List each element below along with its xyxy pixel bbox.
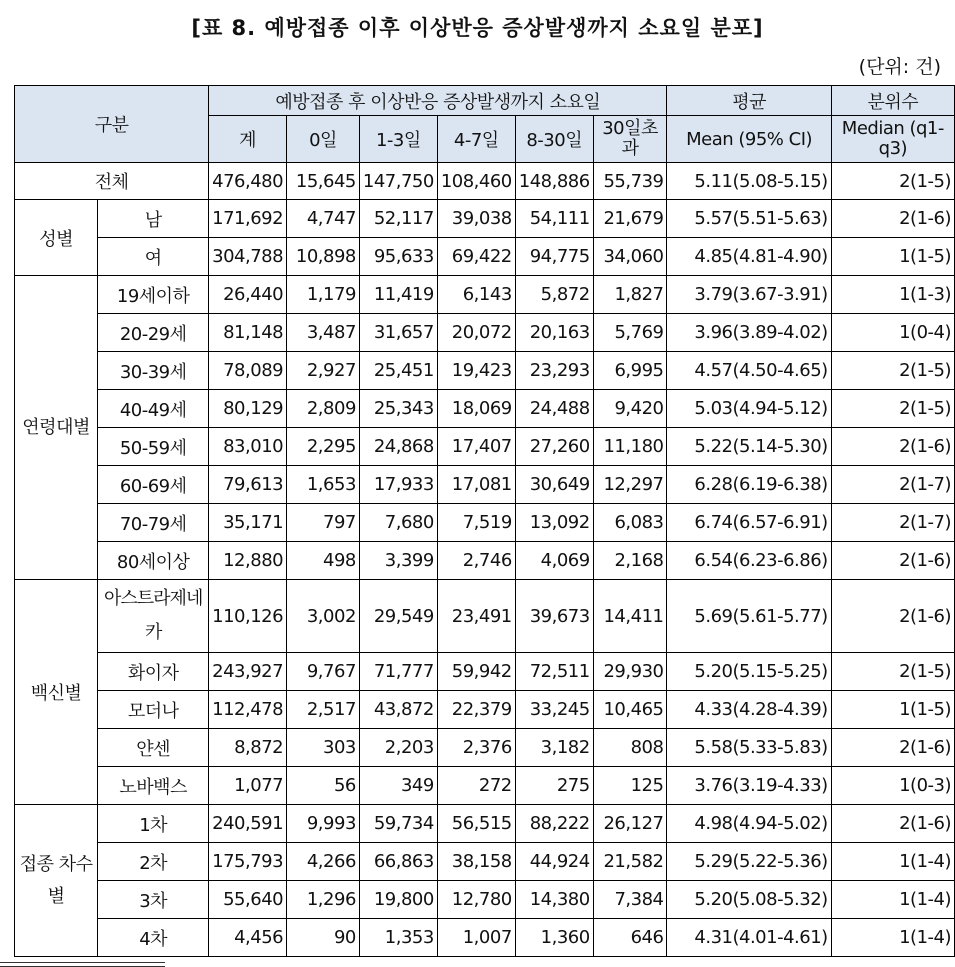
cell-d30plus: 646 (593, 919, 667, 957)
cell-d8-30: 33,245 (515, 691, 593, 729)
cell-d30plus: 6,083 (593, 504, 667, 542)
header-row-1 (15, 86, 955, 116)
cell-d1-3: 71,777 (359, 653, 437, 691)
cell-d1-3: 66,863 (359, 843, 437, 881)
cell-mean: 4.85(4.81-4.90) (667, 238, 831, 276)
cell-total: 112,478 (209, 691, 287, 729)
table-row (15, 466, 955, 504)
table-row (15, 314, 955, 352)
cell-median: 1(1-3) (831, 276, 954, 314)
cell-total: 55,640 (209, 881, 287, 919)
cell-total: 476,480 (209, 163, 287, 200)
cell-d8-30: 54,111 (515, 200, 593, 238)
cell-d8-30: 5,872 (515, 276, 593, 314)
table-row (15, 200, 955, 238)
cell-d1-3: 25,343 (359, 390, 437, 428)
cell-median: 1(1-5) (831, 691, 954, 729)
cell-d0: 1,296 (287, 881, 360, 919)
cell-d4-7: 59,942 (437, 653, 515, 691)
table-row (15, 729, 955, 767)
cell-d8-30: 14,380 (515, 881, 593, 919)
row-label: 여 (98, 238, 209, 276)
cell-mean: 5.03(4.94-5.12) (667, 390, 831, 428)
cell-mean: 3.76(3.19-4.33) (667, 767, 831, 805)
cell-d30plus: 55,739 (593, 163, 667, 200)
header-period-group: 예방접종 후 이상반응 증상발생까지 소요일 (209, 86, 667, 116)
cell-median: 1(1-4) (831, 843, 954, 881)
cell-median: 1(0-3) (831, 767, 954, 805)
table-row (15, 653, 955, 691)
cell-mean: 4.57(4.50-4.65) (667, 352, 831, 390)
cell-d30plus: 125 (593, 767, 667, 805)
cell-d30plus: 9,420 (593, 390, 667, 428)
cell-d4-7: 23,491 (437, 580, 515, 653)
header-d1-3: 1-3일 (359, 116, 437, 163)
cell-median: 2(1-5) (831, 352, 954, 390)
cell-total: 78,089 (209, 352, 287, 390)
table-row (15, 428, 955, 466)
cell-d4-7: 2,376 (437, 729, 515, 767)
cell-d30plus: 29,930 (593, 653, 667, 691)
cell-d1-3: 349 (359, 767, 437, 805)
cell-median: 2(1-7) (831, 466, 954, 504)
row-label: 화이자 (98, 653, 209, 691)
cell-d0: 4,747 (287, 200, 360, 238)
cell-median: 2(1-5) (831, 390, 954, 428)
cell-d4-7: 69,422 (437, 238, 515, 276)
cell-d30plus: 7,384 (593, 881, 667, 919)
cell-total: 171,692 (209, 200, 287, 238)
cell-d8-30: 148,886 (515, 163, 593, 200)
cell-d0: 303 (287, 729, 360, 767)
cell-d8-30: 275 (515, 767, 593, 805)
group-label-sex: 성별 (15, 200, 98, 276)
row-label: 70-79세 (98, 504, 209, 542)
cell-mean: 6.54(6.23-6.86) (667, 542, 831, 580)
table-row (15, 805, 955, 843)
cell-d30plus: 6,995 (593, 352, 667, 390)
cell-mean: 6.28(6.19-6.38) (667, 466, 831, 504)
cell-d4-7: 1,007 (437, 919, 515, 957)
cell-d8-30: 94,775 (515, 238, 593, 276)
cell-d1-3: 1,353 (359, 919, 437, 957)
group-label-age: 연령대별 (15, 276, 98, 580)
table-row (15, 843, 955, 881)
cell-total: 175,793 (209, 843, 287, 881)
cell-d8-30: 23,293 (515, 352, 593, 390)
table-title: [표 8. 예방접종 이후 이상반응 증상발생까지 소요일 분포] (191, 16, 764, 40)
row-label: 80세이상 (98, 542, 209, 580)
cell-d8-30: 24,488 (515, 390, 593, 428)
cell-d1-3: 19,800 (359, 881, 437, 919)
cell-d1-3: 95,633 (359, 238, 437, 276)
cell-mean: 3.79(3.67-3.91) (667, 276, 831, 314)
header-total: 계 (209, 116, 287, 163)
cell-d0: 3,002 (287, 580, 360, 653)
row-label: 남 (98, 200, 209, 238)
cell-d8-30: 20,163 (515, 314, 593, 352)
cell-d1-3: 31,657 (359, 314, 437, 352)
cell-total: 83,010 (209, 428, 287, 466)
cell-d4-7: 39,038 (437, 200, 515, 238)
cell-d0: 2,809 (287, 390, 360, 428)
cell-d4-7: 12,780 (437, 881, 515, 919)
header-mean-ci: Mean (95% CI) (667, 116, 831, 163)
cell-mean: 5.29(5.22-5.36) (667, 843, 831, 881)
cell-d1-3: 59,734 (359, 805, 437, 843)
row-label: 40-49세 (98, 390, 209, 428)
cell-median: 2(1-6) (831, 200, 954, 238)
cell-d0: 2,927 (287, 352, 360, 390)
cell-d0: 15,645 (287, 163, 360, 200)
cell-total: 81,148 (209, 314, 287, 352)
cell-median: 1(1-4) (831, 919, 954, 957)
table-row (15, 919, 955, 957)
cell-mean: 4.33(4.28-4.39) (667, 691, 831, 729)
cell-d30plus: 26,127 (593, 805, 667, 843)
cell-d8-30: 72,511 (515, 653, 593, 691)
cell-d0: 498 (287, 542, 360, 580)
cell-d8-30: 30,649 (515, 466, 593, 504)
cell-mean: 4.98(4.94-5.02) (667, 805, 831, 843)
cell-d1-3: 29,549 (359, 580, 437, 653)
cell-d8-30: 88,222 (515, 805, 593, 843)
cell-d30plus: 34,060 (593, 238, 667, 276)
cell-d8-30: 39,673 (515, 580, 593, 653)
table-row (15, 276, 955, 314)
table-row (15, 881, 955, 919)
cell-median: 2(1-6) (831, 580, 954, 653)
cell-d0: 56 (287, 767, 360, 805)
cell-mean: 6.74(6.57-6.91) (667, 504, 831, 542)
header-d0: 0일 (287, 116, 360, 163)
header-d8-30: 8-30일 (515, 116, 593, 163)
row-label: 아스트라제네카 (98, 580, 209, 653)
cell-d1-3: 2,203 (359, 729, 437, 767)
cell-d1-3: 17,933 (359, 466, 437, 504)
cell-d4-7: 20,072 (437, 314, 515, 352)
cell-d4-7: 2,746 (437, 542, 515, 580)
cell-median: 1(1-4) (831, 881, 954, 919)
cell-median: 2(1-6) (831, 729, 954, 767)
cell-d1-3: 43,872 (359, 691, 437, 729)
cell-d4-7: 38,158 (437, 843, 515, 881)
cell-total: 110,126 (209, 580, 287, 653)
cell-d30plus: 5,769 (593, 314, 667, 352)
cell-median: 2(1-6) (831, 542, 954, 580)
cell-d30plus: 21,582 (593, 843, 667, 881)
cell-d8-30: 1,360 (515, 919, 593, 957)
cell-d4-7: 22,379 (437, 691, 515, 729)
cell-mean: 5.22(5.14-5.30) (667, 428, 831, 466)
header-group: 구분 (15, 86, 209, 163)
row-label: 얀센 (98, 729, 209, 767)
footer-divider (0, 962, 165, 967)
cell-median: 2(1-5) (831, 163, 954, 200)
table-row (15, 504, 955, 542)
cell-d0: 1,179 (287, 276, 360, 314)
row-label: 전체 (15, 163, 209, 200)
cell-mean: 5.69(5.61-5.77) (667, 580, 831, 653)
cell-d1-3: 3,399 (359, 542, 437, 580)
cell-d1-3: 52,117 (359, 200, 437, 238)
cell-total: 80,129 (209, 390, 287, 428)
cell-total: 4,456 (209, 919, 287, 957)
cell-median: 1(1-5) (831, 238, 954, 276)
cell-d0: 1,653 (287, 466, 360, 504)
cell-mean: 5.57(5.51-5.63) (667, 200, 831, 238)
header-d4-7: 4-7일 (437, 116, 515, 163)
cell-d0: 9,993 (287, 805, 360, 843)
row-label: 19세이하 (98, 276, 209, 314)
cell-d8-30: 13,092 (515, 504, 593, 542)
cell-d1-3: 11,419 (359, 276, 437, 314)
cell-d4-7: 18,069 (437, 390, 515, 428)
cell-mean: 5.58(5.33-5.83) (667, 729, 831, 767)
cell-mean: 3.96(3.89-4.02) (667, 314, 831, 352)
cell-total: 12,880 (209, 542, 287, 580)
table-row (15, 542, 955, 580)
cell-mean: 5.20(5.08-5.32) (667, 881, 831, 919)
cell-total: 240,591 (209, 805, 287, 843)
row-label: 2차 (98, 843, 209, 881)
cell-total: 8,872 (209, 729, 287, 767)
row-label: 50-59세 (98, 428, 209, 466)
cell-d30plus: 10,465 (593, 691, 667, 729)
cell-total: 1,077 (209, 767, 287, 805)
cell-d4-7: 17,407 (437, 428, 515, 466)
cell-median: 2(1-7) (831, 504, 954, 542)
header-median-group: 분위수 (831, 86, 954, 116)
table-row (15, 163, 955, 200)
cell-total: 26,440 (209, 276, 287, 314)
cell-d30plus: 14,411 (593, 580, 667, 653)
row-label: 60-69세 (98, 466, 209, 504)
cell-d8-30: 4,069 (515, 542, 593, 580)
cell-d30plus: 21,679 (593, 200, 667, 238)
cell-d0: 4,266 (287, 843, 360, 881)
cell-total: 243,927 (209, 653, 287, 691)
cell-d1-3: 24,868 (359, 428, 437, 466)
cell-d8-30: 27,260 (515, 428, 593, 466)
cell-d1-3: 7,680 (359, 504, 437, 542)
row-label: 3차 (98, 881, 209, 919)
cell-total: 35,171 (209, 504, 287, 542)
cell-mean: 5.20(5.15-5.25) (667, 653, 831, 691)
cell-total: 304,788 (209, 238, 287, 276)
cell-d30plus: 1,827 (593, 276, 667, 314)
row-label: 노바백스 (98, 767, 209, 805)
cell-d4-7: 17,081 (437, 466, 515, 504)
cell-d4-7: 19,423 (437, 352, 515, 390)
cell-mean: 5.11(5.08-5.15) (667, 163, 831, 200)
cell-d0: 2,517 (287, 691, 360, 729)
cell-d0: 2,295 (287, 428, 360, 466)
table-row (15, 691, 955, 729)
row-label: 4차 (98, 919, 209, 957)
header-d30plus: 30일초과 (593, 116, 667, 163)
group-label-vaccine: 백신별 (15, 580, 98, 805)
cell-d1-3: 147,750 (359, 163, 437, 200)
cell-mean: 4.31(4.01-4.61) (667, 919, 831, 957)
row-label: 모더나 (98, 691, 209, 729)
row-label: 30-39세 (98, 352, 209, 390)
cell-d0: 3,487 (287, 314, 360, 352)
unit-label: (단위: 건) (858, 56, 941, 78)
header-mean-group: 평균 (667, 86, 831, 116)
cell-median: 2(1-6) (831, 805, 954, 843)
cell-total: 79,613 (209, 466, 287, 504)
cell-d4-7: 56,515 (437, 805, 515, 843)
table-row (15, 238, 955, 276)
cell-d1-3: 25,451 (359, 352, 437, 390)
cell-median: 2(1-5) (831, 653, 954, 691)
cell-d0: 90 (287, 919, 360, 957)
cell-d30plus: 11,180 (593, 428, 667, 466)
cell-d4-7: 6,143 (437, 276, 515, 314)
cell-d30plus: 808 (593, 729, 667, 767)
table-row (15, 767, 955, 805)
row-label: 1차 (98, 805, 209, 843)
cell-d30plus: 12,297 (593, 466, 667, 504)
cell-median: 1(0-4) (831, 314, 954, 352)
cell-d4-7: 272 (437, 767, 515, 805)
row-label: 20-29세 (98, 314, 209, 352)
cell-d0: 797 (287, 504, 360, 542)
table-row (15, 580, 955, 653)
cell-d8-30: 3,182 (515, 729, 593, 767)
cell-d0: 9,767 (287, 653, 360, 691)
table-row (15, 390, 955, 428)
cell-median: 2(1-6) (831, 428, 954, 466)
cell-d4-7: 108,460 (437, 163, 515, 200)
table-row (15, 352, 955, 390)
distribution-table (14, 85, 955, 957)
cell-d30plus: 2,168 (593, 542, 667, 580)
group-label-dose: 접종 차수별 (15, 805, 98, 957)
cell-d8-30: 44,924 (515, 843, 593, 881)
cell-d0: 10,898 (287, 238, 360, 276)
cell-d4-7: 7,519 (437, 504, 515, 542)
header-median: Median (q1-q3) (831, 116, 954, 163)
